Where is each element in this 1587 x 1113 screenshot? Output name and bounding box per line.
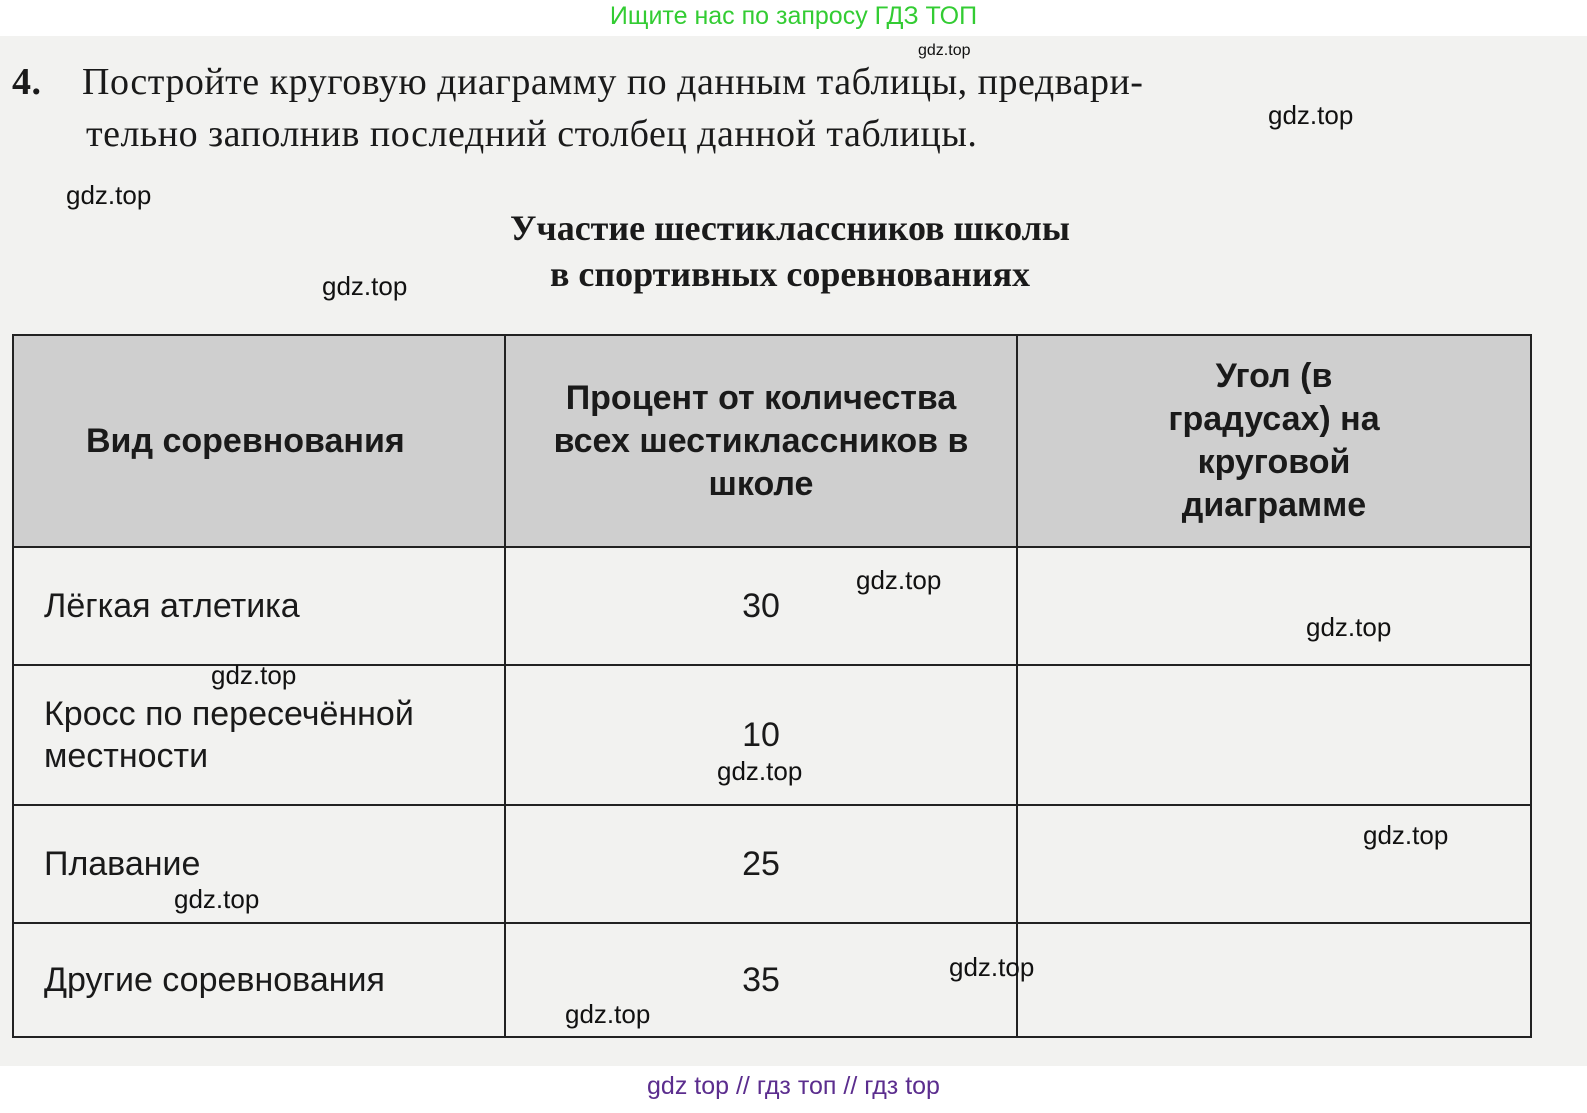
task-line-2: тельно заполнив последний столбец данной таблицы.	[86, 113, 978, 155]
watermark: gdz.top	[717, 756, 803, 786]
watermark: gdz.top	[211, 660, 297, 690]
table-header-row	[13, 335, 1531, 547]
watermark: gdz.top	[1306, 612, 1392, 642]
watermark: gdz.top	[918, 42, 971, 59]
watermark: gdz.top	[66, 180, 152, 210]
table-row	[13, 923, 1531, 1037]
percent-cell: 30	[505, 547, 1017, 665]
watermark: gdz.top	[1268, 100, 1354, 130]
angle-cell	[1017, 665, 1531, 805]
watermark: gdz.top	[322, 271, 408, 301]
angle-cell	[1017, 923, 1531, 1037]
task-line-1: Постройте круговую диаграмму по данным таблицы, предвари-	[82, 61, 1144, 103]
angle-cell	[1017, 805, 1531, 923]
watermark: gdz.top	[949, 952, 1035, 982]
watermark: gdz.top	[856, 565, 942, 595]
table-caption	[360, 205, 1220, 297]
header-percent	[505, 335, 1017, 547]
top-banner: Ищите нас по запросу ГДЗ ТОП	[0, 0, 1587, 36]
percent-cell: 10	[505, 665, 1017, 805]
header-angle	[1017, 335, 1531, 547]
activity-cell: Плавание	[13, 805, 505, 923]
caption-line-1: Участие шестиклассников школы	[509, 208, 1070, 248]
task-number: 4.	[12, 61, 42, 103]
activity-cell: Кросс по пересечённой местности	[13, 665, 505, 805]
watermark: gdz.top	[1363, 820, 1449, 850]
header-activity: Вид соревнования	[13, 335, 505, 547]
percent-cell: 25	[505, 805, 1017, 923]
watermark: gdz.top	[174, 884, 260, 914]
table-row	[13, 547, 1531, 665]
activity-cell: Лёгкая атлетика	[13, 547, 505, 665]
activity-cell: Другие соревнования	[13, 923, 505, 1037]
watermark: gdz.top	[565, 999, 651, 1029]
header-percent-text: Процент от количества всех шестиклассников в школе	[553, 378, 969, 503]
caption-line-2: в спортивных соревнованиях	[549, 254, 1031, 294]
percent-cell: 35	[505, 923, 1017, 1037]
bottom-banner: gdz top // гдз топ // гдз top	[0, 1066, 1587, 1113]
header-angle-text: Угол (в градусах) на круговой диаграмме	[1168, 357, 1380, 524]
angle-cell	[1017, 547, 1531, 665]
